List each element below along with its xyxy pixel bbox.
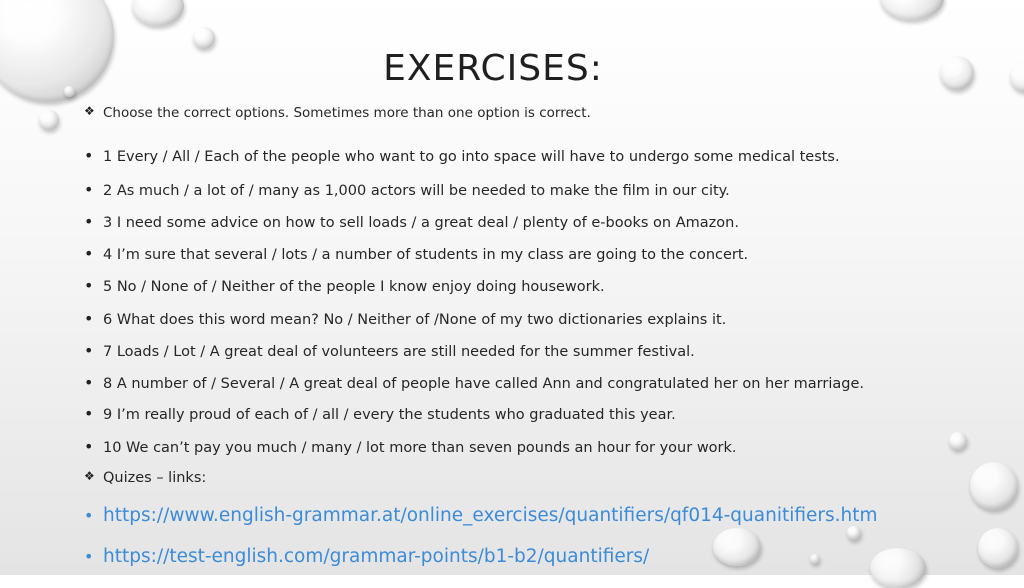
water-drop-decoration <box>970 462 1018 510</box>
exercise-item <box>84 180 964 199</box>
bullet-icon: • <box>84 547 94 566</box>
exercise-item <box>84 309 964 328</box>
exercise-text: 1 Every / All / Each of the people who want to go into space will have to undergo some medical tests. <box>103 149 840 165</box>
water-drop-decoration <box>1010 62 1024 92</box>
exercise-item <box>84 437 964 456</box>
exercise-item <box>84 404 964 423</box>
instruction-item <box>84 104 964 121</box>
exercise-text: 7 Loads / Lot / A great deal of volunteers are still needed for the summer festival. <box>103 344 695 360</box>
exercise-text: 4 I’m sure that several / lots / a number of students in my class are going to the concert. <box>103 247 749 263</box>
exercise-text: 8 A number of / Several / A great deal of people have called Ann and congratulated her on her marriage. <box>103 376 865 392</box>
bullet-icon: • <box>84 437 94 456</box>
slide-title: EXERCISES: <box>383 48 603 89</box>
bullet-icon: • <box>84 309 94 328</box>
bullet-icon: • <box>84 212 94 231</box>
bullet-icon: • <box>84 506 94 525</box>
exercise-text: 10 We can’t pay you much / many / lot more than seven pounds an hour for your work. <box>103 440 737 456</box>
bullet-icon: • <box>84 373 94 392</box>
diamond-bullet-icon: ❖ <box>84 104 95 118</box>
quiz-link-item <box>84 546 964 567</box>
exercise-item <box>84 373 964 392</box>
water-drop-decoration <box>39 110 59 130</box>
water-drop-decoration <box>132 0 184 26</box>
quiz-link-item <box>84 505 964 526</box>
water-drop-decoration <box>847 526 861 540</box>
exercise-item <box>84 146 964 165</box>
exercise-item <box>84 276 964 295</box>
bullet-icon: • <box>84 146 94 165</box>
quiz-link-english-grammar[interactable]: https://www.english-grammar.at/online_exercises/quantifiers/qf014-quanitifiers.htm <box>103 505 878 526</box>
quizzes-heading: Quizes – links: <box>103 470 207 486</box>
exercise-text: 3 I need some advice on how to sell loads / a great deal / plenty of e-books on Amazon. <box>103 215 739 231</box>
exercise-text: 2 As much / a lot of / many as 1,000 actors will be needed to make the film in our city. <box>103 183 730 199</box>
water-drop-decoration <box>193 27 215 49</box>
exercise-text: 6 What does this word mean? No / Neither of /None of my two dictionaries explains it. <box>103 312 727 328</box>
bullet-icon: • <box>84 180 94 199</box>
quiz-link-test-english[interactable]: https://test-english.com/grammar-points/b1-b2/quantifiers/ <box>103 546 650 567</box>
bullet-icon: • <box>84 244 94 263</box>
exercise-item <box>84 212 964 231</box>
quizzes-heading-item <box>84 469 964 486</box>
exercise-text: 5 No / None of / Neither of the people I know enjoy doing housework. <box>103 279 605 295</box>
bullet-icon: • <box>84 276 94 295</box>
instruction-text: Choose the correct options. Sometimes more than one option is correct. <box>103 105 591 121</box>
diamond-bullet-icon: ❖ <box>84 469 95 483</box>
exercise-text: 9 I’m really proud of each of / all / every the students who graduated this year. <box>103 407 676 423</box>
exercise-item <box>84 244 964 263</box>
exercise-item <box>84 341 964 360</box>
water-drop-decoration <box>978 528 1018 568</box>
water-drop-decoration <box>880 0 944 20</box>
bullet-icon: • <box>84 404 94 423</box>
bullet-icon: • <box>84 341 94 360</box>
